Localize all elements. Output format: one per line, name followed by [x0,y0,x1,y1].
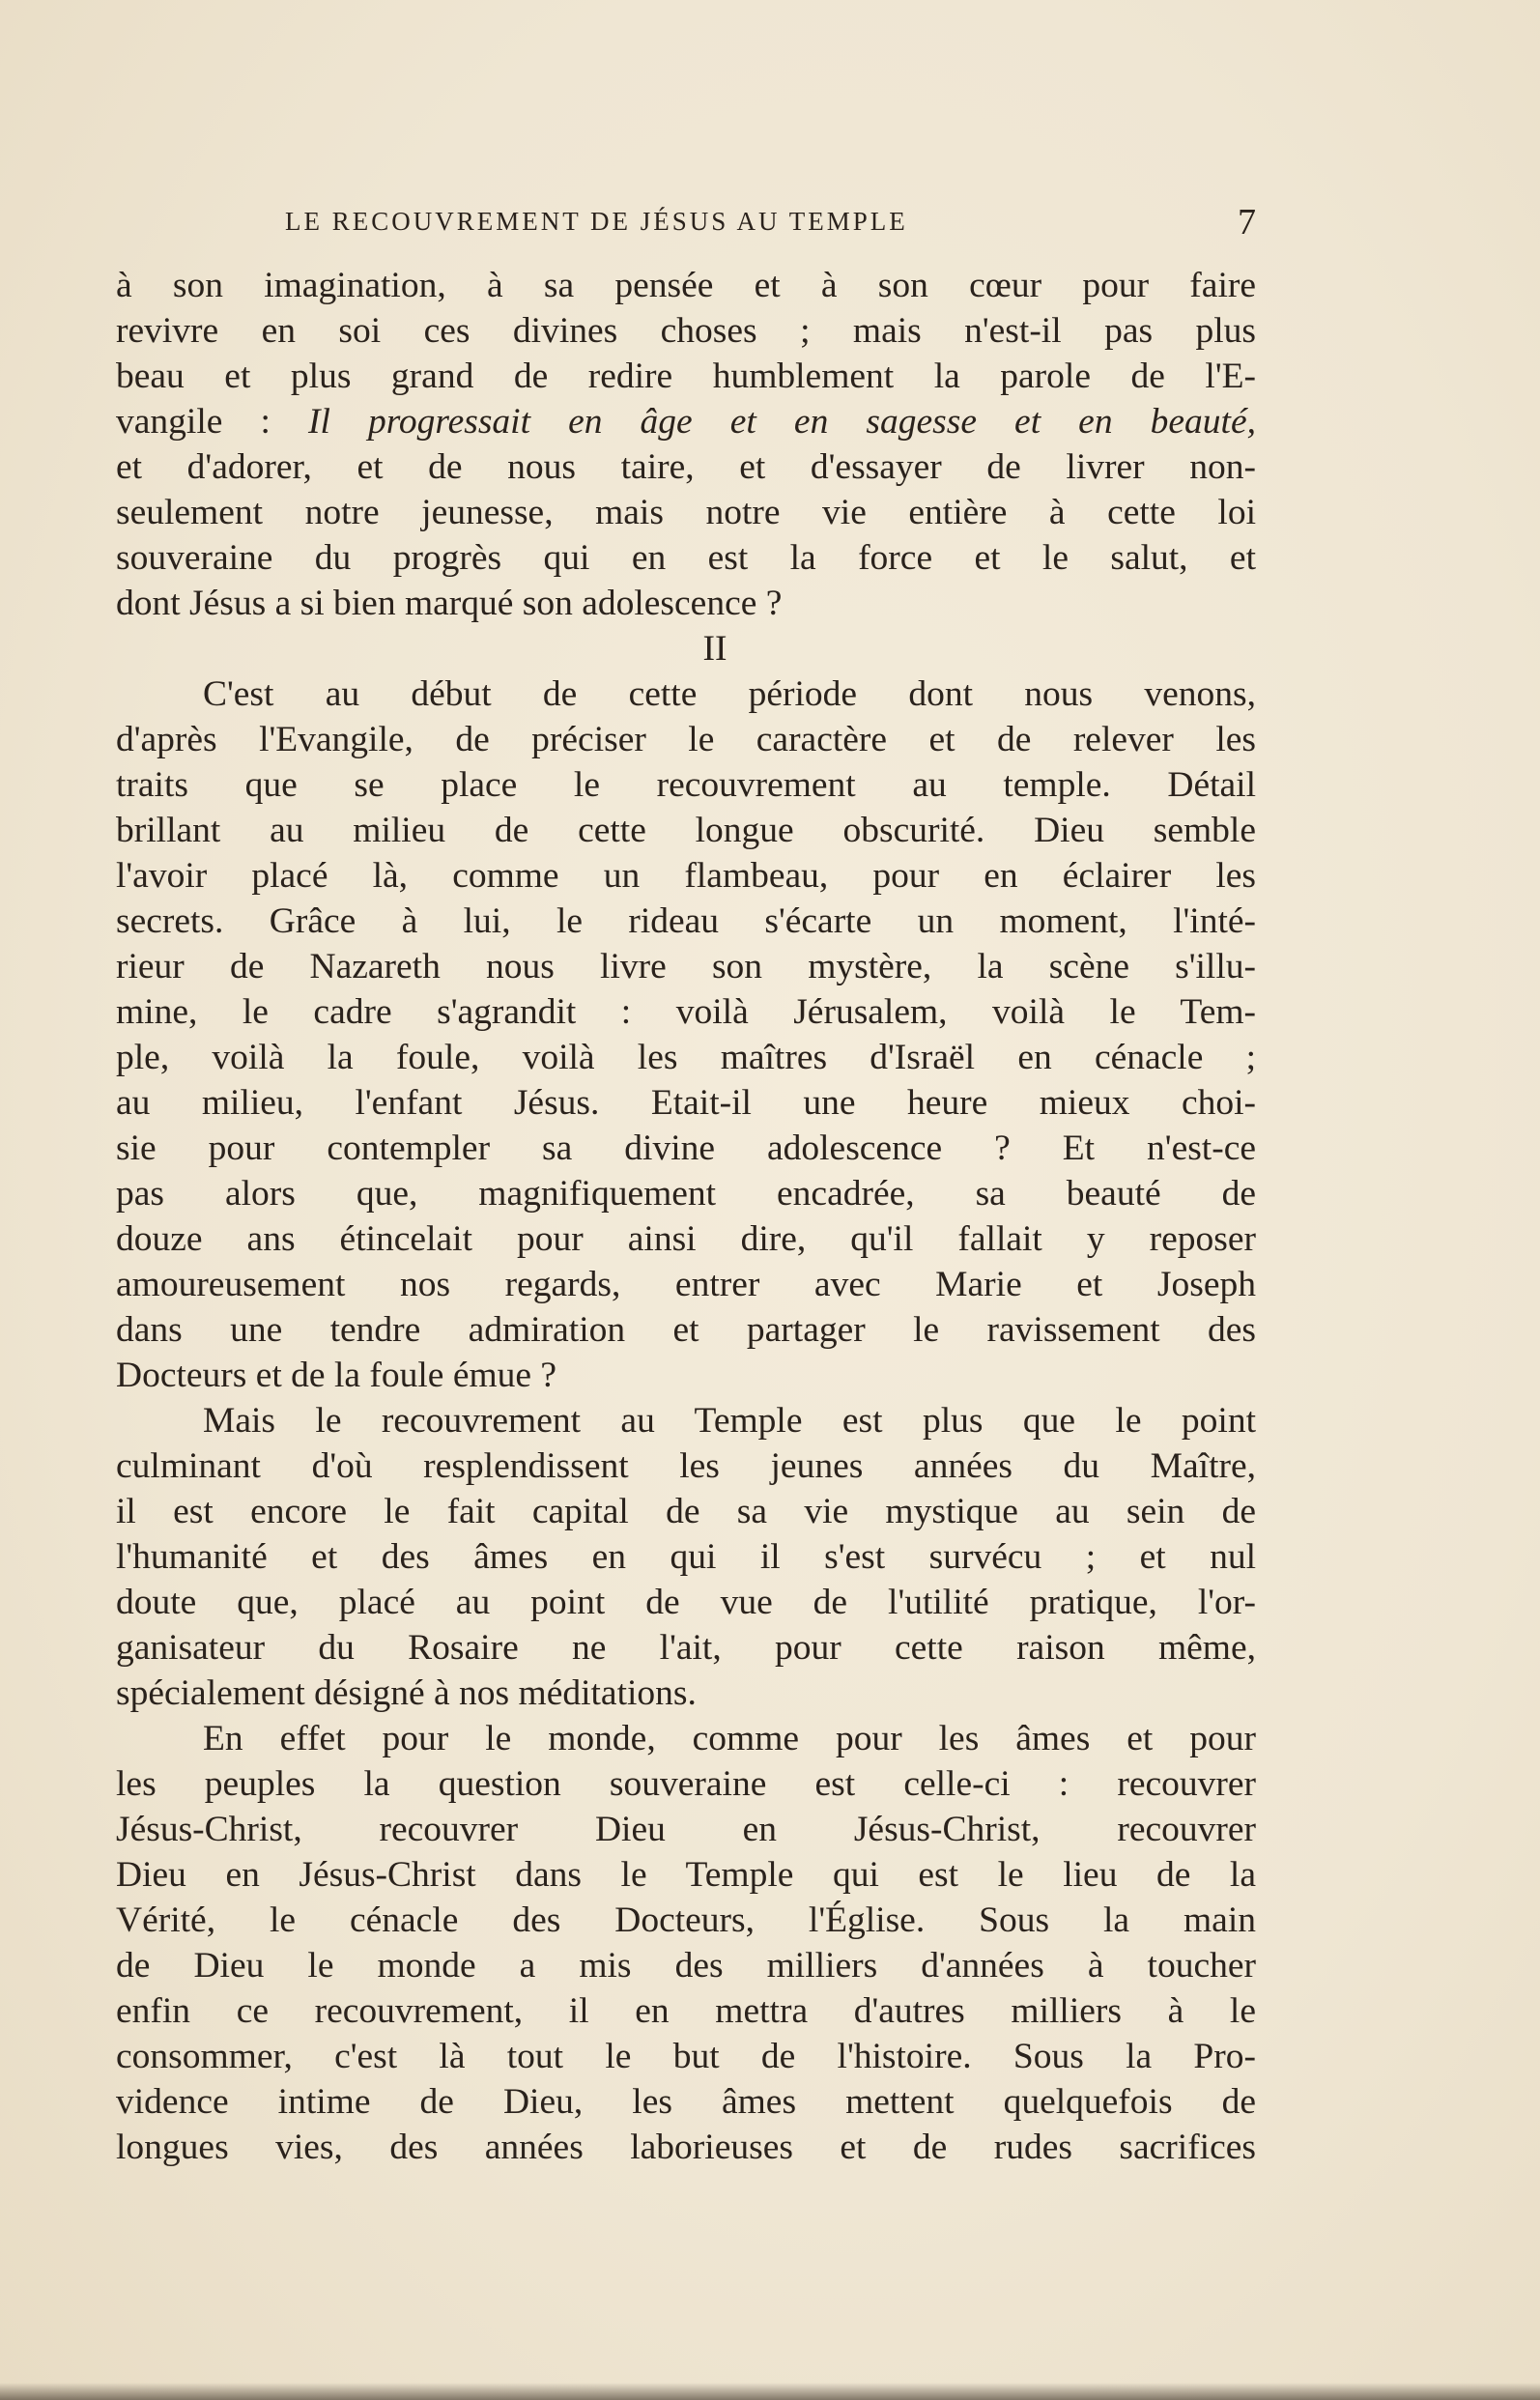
text-line: ganisateur du Rosaire ne l'ait, pour cette raison même, [116,1628,1256,1668]
text-line: ple, voilà la foule, voilà les maîtres d'Israël en cénacle ; [116,1038,1256,1077]
text-line: à son imagination, à sa pensée et à son cœur pour faire [116,266,1256,305]
page-header [116,201,1256,249]
page-number: 7 [1238,202,1256,243]
text-line: douze ans étincelait pour ainsi dire, qu'il fallait y reposer [116,1219,1256,1259]
text-line: l'avoir placé là, comme un flambeau, pour en éclairer les [116,856,1256,896]
text-line: sie pour contempler sa divine adolescence ? Et n'est-ce [116,1129,1256,1168]
text-line: consommer, c'est là tout le but de l'histoire. Sous la Pro- [116,2037,1256,2076]
text-line: rieur de Nazareth nous livre son mystère, la scène s'illu- [116,947,1256,986]
section-heading: II [702,629,727,669]
text-line: brillant au milieu de cette longue obscurité. Dieu semble [116,811,1256,850]
text-line: beau et plus grand de redire humblement la parole de l'E- [116,357,1256,396]
text-line: dont Jésus a si bien marqué son adolescence ? [116,584,783,623]
text-line: dans une tendre admiration et partager le ravissement des [116,1310,1256,1350]
text-line: spécialement désigné à nos méditations. [116,1673,697,1713]
text-line: il est encore le fait capital de sa vie mystique au sein de [116,1492,1256,1531]
page-edge-shadow [0,2383,1540,2400]
text-line: de Dieu le monde a mis des milliers d'années à toucher [116,1946,1256,1986]
text-line: pas alors que, magnifiquement encadrée, sa beauté de [116,1174,1256,1214]
text-line: Docteurs et de la foule émue ? [116,1356,557,1395]
text-line: doute que, placé au point de vue de l'utilité pratique, l'or- [116,1583,1256,1622]
text-line: Jésus-Christ, recouvrer Dieu en Jésus-Christ, recouvrer [116,1810,1256,1849]
gospel-quote: Il progressait en âge et en sagesse et en beauté, [307,402,1256,442]
body-text [116,263,1256,2170]
text-line: culminant d'où resplendissent les jeunes années du Maître, [116,1446,1256,1486]
text-fragment: vangile : [116,402,308,442]
text-line: En effet pour le monde, comme pour les âmes et pour [203,1719,1256,1758]
section-heading-line [116,626,1256,671]
text-line: revivre en soi ces divines choses ; mais n'est-il pas plus [116,311,1256,351]
running-head: LE RECOUVREMENT DE JÉSUS AU TEMPLE [285,207,908,236]
text-line: Dieu en Jésus-Christ dans le Temple qui est le lieu de la [116,1855,1256,1895]
text-line-with-quote [116,399,1256,444]
text-line: C'est au début de cette période dont nous venons, [203,674,1256,714]
text-line: enfin ce recouvrement, il en mettra d'autres milliers à le [116,1991,1256,2031]
text-line: souveraine du progrès qui en est la force et le salut, et [116,538,1256,578]
text-line: amoureusement nos regards, entrer avec Marie et Joseph [116,1265,1256,1304]
text-line: et d'adorer, et de nous taire, et d'essayer de livrer non- [116,447,1256,487]
text-line: d'après l'Evangile, de préciser le caractère et de relever les [116,720,1256,759]
text-line: secrets. Grâce à lui, le rideau s'écarte un moment, l'inté- [116,901,1256,941]
text-line: longues vies, des années laborieuses et de rudes sacrifices [116,2128,1256,2167]
text-line: les peuples la question souveraine est celle-ci : recouvrer [116,1764,1256,1804]
text-line: Vérité, le cénacle des Docteurs, l'Église. Sous la main [116,1900,1256,1940]
text-line: vidence intime de Dieu, les âmes mettent quelquefois de [116,2082,1256,2122]
text-line: Mais le recouvrement au Temple est plus que le point [203,1401,1256,1441]
text-line: au milieu, l'enfant Jésus. Etait-il une heure mieux choi- [116,1083,1256,1123]
text-line: mine, le cadre s'agrandit : voilà Jérusalem, voilà le Tem- [116,992,1256,1032]
text-line: seulement notre jeunesse, mais notre vie entière à cette loi [116,493,1256,532]
text-line: l'humanité et des âmes en qui il s'est survécu ; et nul [116,1537,1256,1577]
text-line: traits que se place le recouvrement au temple. Détail [116,765,1256,805]
